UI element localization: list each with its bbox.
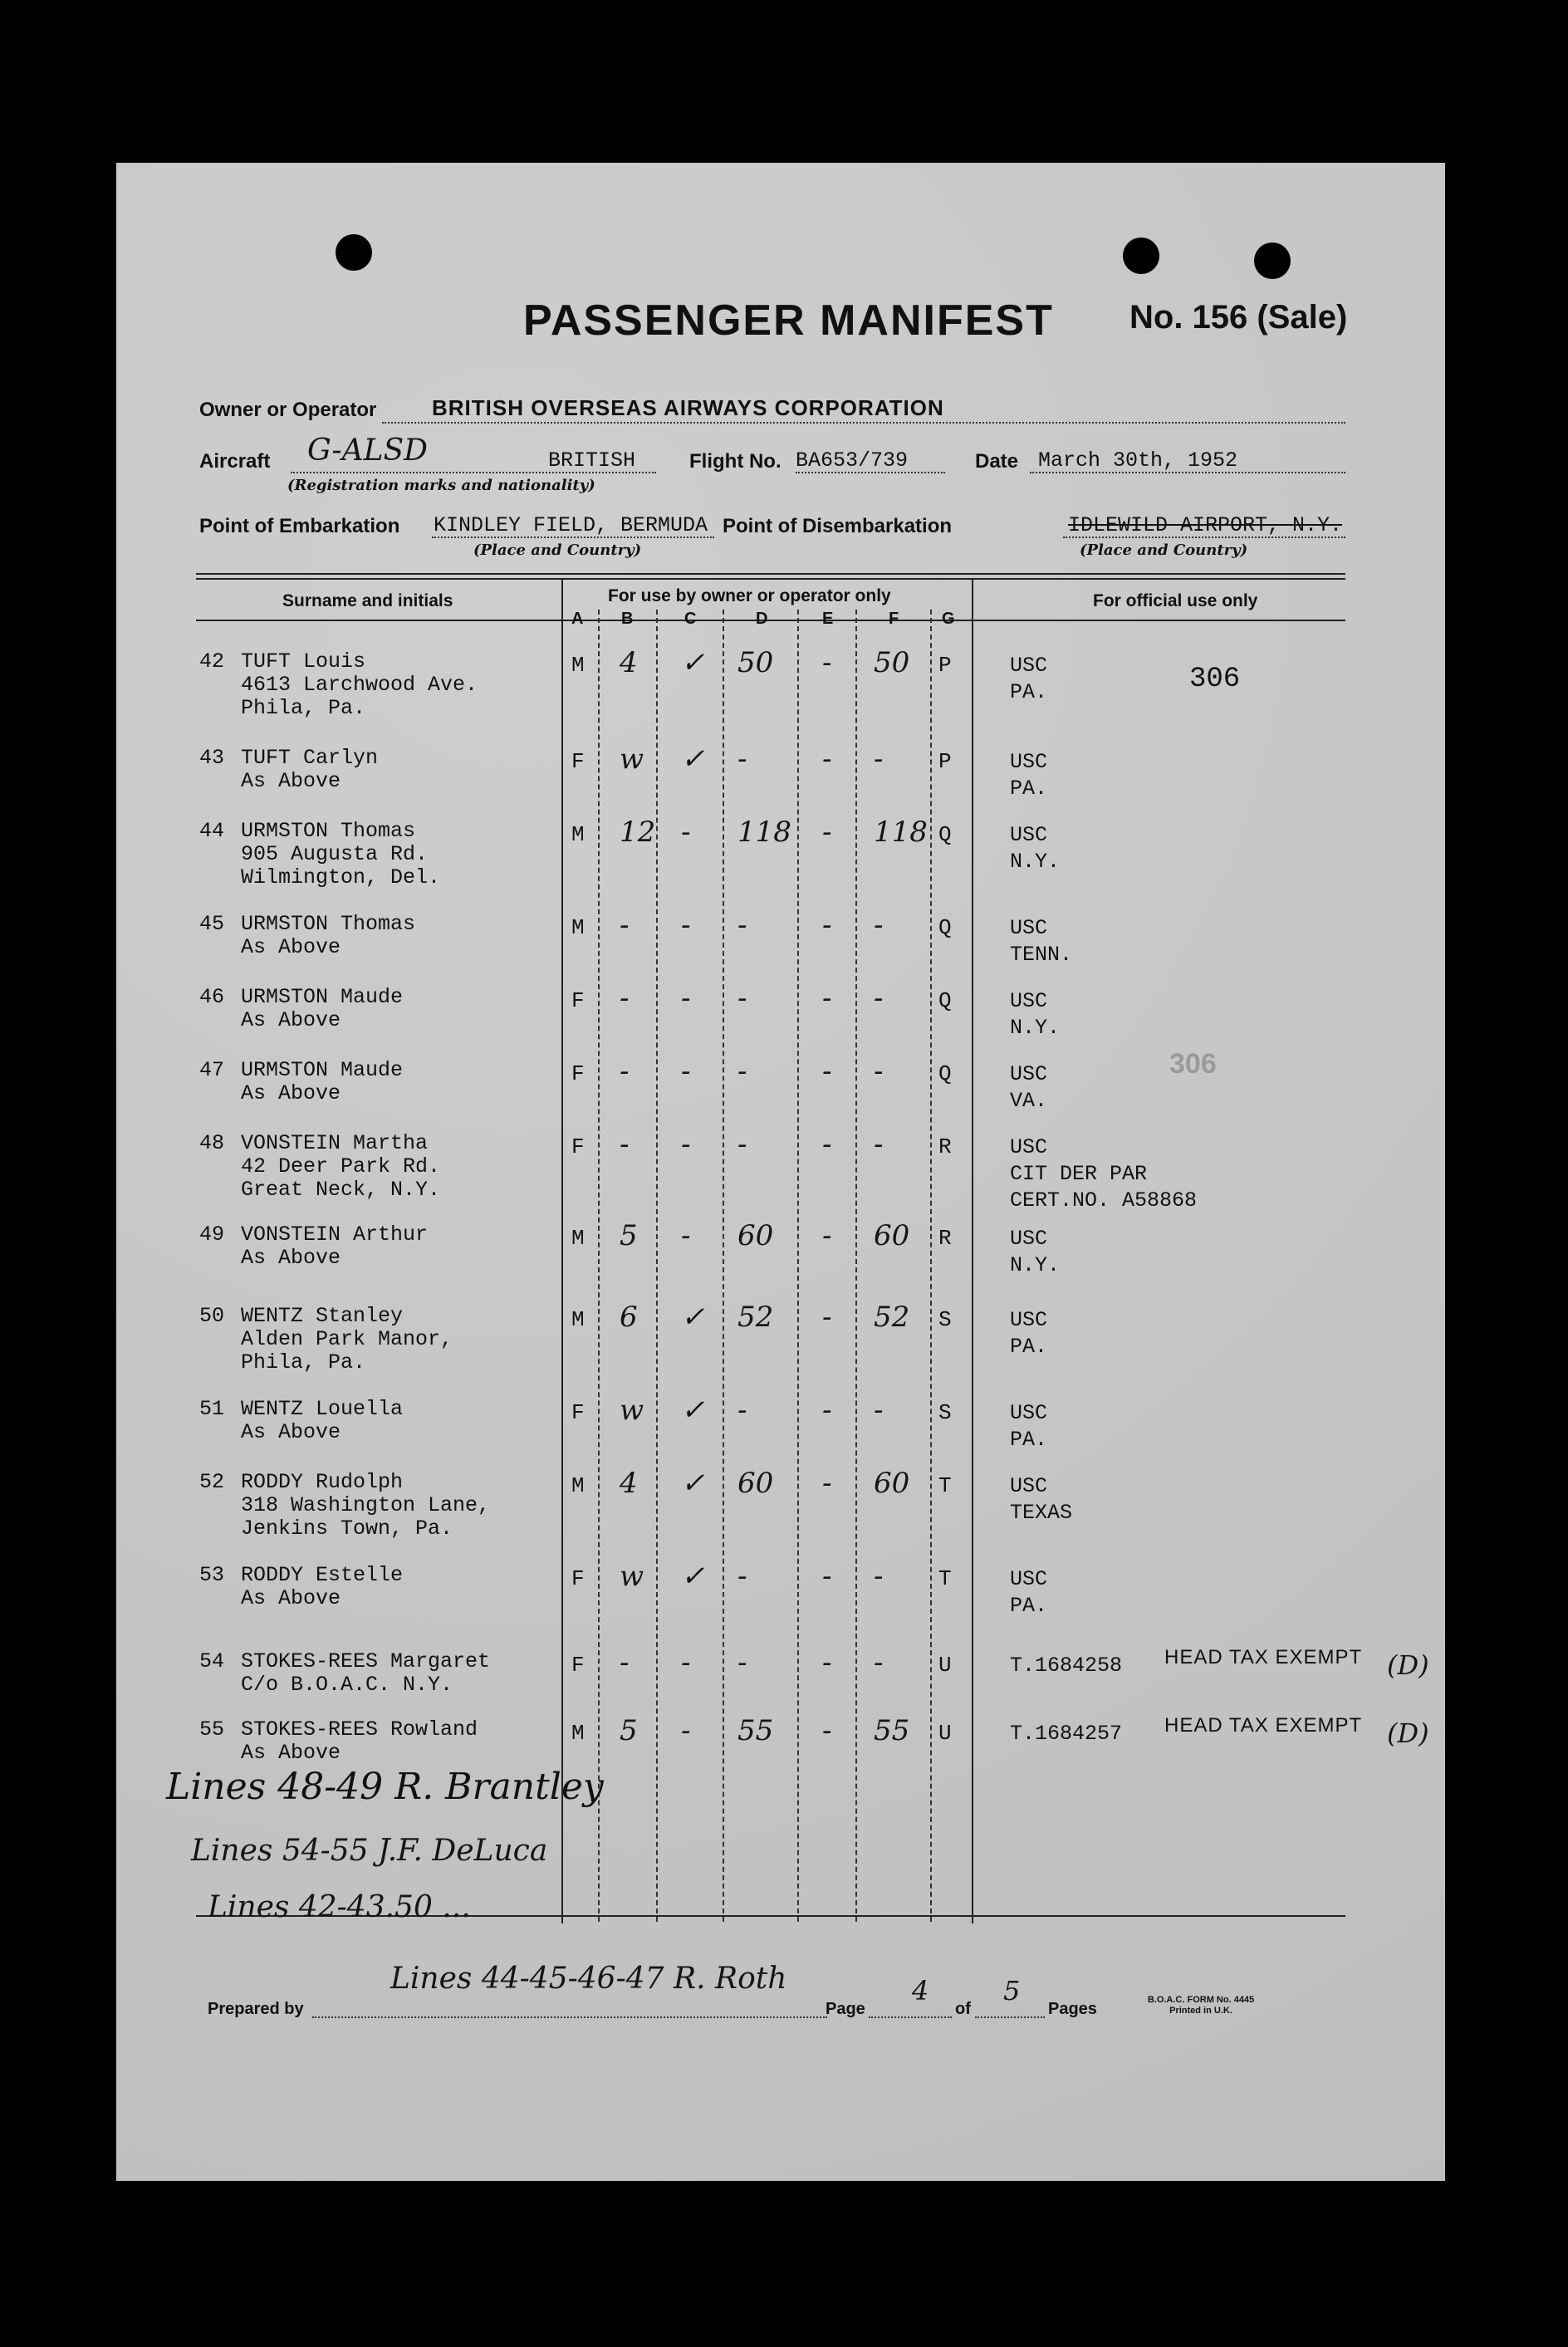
sex-cell: M [571, 1226, 585, 1251]
sex-cell: F [571, 749, 585, 774]
weight-cell: - [737, 1646, 747, 1679]
row-number: 46 [199, 985, 225, 1009]
weight-cell: 60 [737, 1467, 774, 1500]
passenger-address-line-2: Jenkins Town, Pa. [241, 1516, 453, 1541]
form-number: No. 156 (Sale) [1129, 299, 1348, 336]
dash-cell: - [822, 982, 832, 1015]
aircraft-registration: G-ALSD [307, 434, 429, 468]
table-top-rule-2 [196, 578, 1345, 580]
col-divider-e [855, 610, 857, 1922]
total-cell: 55 [874, 1714, 910, 1747]
group-letter: U [938, 1721, 952, 1746]
check-cell: ✓ [681, 1560, 705, 1593]
check-cell: ✓ [681, 646, 705, 679]
col-divider-surname [561, 578, 563, 1923]
total-cell: 50 [874, 646, 910, 679]
row-number: 52 [199, 1470, 225, 1494]
total-cell: 118 [874, 816, 928, 849]
row-number: 45 [199, 912, 225, 936]
official-status: USC [1010, 1227, 1048, 1251]
sex-cell: F [571, 1061, 585, 1086]
aircraft-nationality: BRITISH [548, 448, 636, 473]
passenger-name: URMSTON Thomas [241, 912, 416, 936]
handwritten-note-2: Lines 54-55 J.F. DeLuca [191, 1834, 548, 1868]
total-cell: 60 [874, 1467, 910, 1500]
col-letter-g: G [942, 610, 955, 628]
head-tax-exempt: HEAD TAX EXEMPT [1164, 1714, 1363, 1737]
check-cell: - [681, 816, 691, 849]
weight-cell: - [737, 742, 747, 776]
weight-cell: - [737, 909, 747, 942]
col-divider-official [972, 578, 973, 1923]
owner-label: Owner or Operator [199, 399, 377, 421]
col-header-surname: Surname and initials [282, 591, 453, 610]
col-divider-f [930, 610, 932, 1922]
handwritten-note-3: Lines 42-43.50 ... [208, 1890, 471, 1924]
dash-cell: - [822, 1394, 832, 1427]
age-cell: - [620, 1646, 630, 1679]
dash-cell: - [822, 646, 832, 679]
official-state: TEXAS [1010, 1501, 1073, 1525]
passenger-address-line-1: 42 Deer Park Rd. [241, 1154, 441, 1178]
passenger-address-line-1: As Above [241, 1586, 341, 1610]
col-divider-c [723, 610, 724, 1922]
age-cell: w [620, 1394, 644, 1427]
dash-cell: - [822, 1055, 832, 1088]
passenger-address-line-1: As Above [241, 1420, 341, 1444]
faded-stamp: 306 [1169, 1048, 1217, 1080]
group-letter: R [938, 1226, 952, 1251]
date-value: March 30th, 1952 [1038, 448, 1238, 473]
group-letter: U [938, 1653, 952, 1678]
age-cell: 4 [620, 646, 638, 679]
prepared-by-line [312, 2016, 827, 2018]
check-cell: ✓ [681, 1394, 705, 1427]
check-cell: - [681, 982, 691, 1015]
passenger-address-line-1: As Above [241, 1081, 341, 1105]
total-cell: - [874, 1128, 884, 1161]
disembark-label: Point of Disembarkation [723, 515, 953, 537]
group-letter: S [938, 1307, 952, 1332]
handwritten-note-4: Lines 44-45-46-47 R. Roth [390, 1962, 787, 1996]
date-label: Date [975, 450, 1019, 473]
total-cell: - [874, 1560, 884, 1593]
disembark-underline [1063, 537, 1345, 538]
embark-note: (Place and Country) [473, 541, 642, 559]
passenger-name: TUFT Carlyn [241, 746, 379, 770]
of-line [975, 2016, 1045, 2018]
page-title: PASSENGER MANIFEST [523, 296, 1054, 345]
official-number: 306 [1189, 664, 1241, 695]
age-cell: - [620, 982, 630, 1015]
dash-cell: - [822, 1219, 832, 1252]
weight-cell: 52 [737, 1301, 774, 1334]
passenger-name: VONSTEIN Arthur [241, 1222, 429, 1247]
official-status: USC [1010, 1308, 1048, 1332]
age-cell: - [620, 1128, 630, 1161]
check-cell: ✓ [681, 1467, 705, 1500]
page-line [869, 2016, 952, 2018]
sex-cell: M [571, 1473, 585, 1498]
row-number: 53 [199, 1563, 225, 1587]
row-number: 43 [199, 746, 225, 770]
passenger-name: URMSTON Thomas [241, 819, 416, 843]
passenger-address-line-2: Great Neck, N.Y. [241, 1178, 441, 1202]
punch-hole-left [336, 234, 372, 271]
check-cell: - [681, 1055, 691, 1088]
row-number: 48 [199, 1131, 225, 1155]
owner-underline [382, 422, 1345, 424]
page-label: Page [826, 2000, 865, 2018]
official-state: N.Y. [1010, 1253, 1061, 1277]
official-state: N.Y. [1010, 1016, 1061, 1040]
flight-underline [796, 472, 945, 473]
total-cell: - [874, 982, 884, 1015]
age-cell: 5 [620, 1714, 638, 1747]
embark-underline [432, 537, 714, 538]
official-status: T.1684258 [1010, 1654, 1123, 1678]
flight-label: Flight No. [689, 450, 782, 473]
embark-label: Point of Embarkation [199, 515, 400, 537]
passenger-address-line-2: Wilmington, Del. [241, 865, 441, 889]
form-code [1143, 1995, 1259, 2016]
passenger-address-line-1: As Above [241, 1246, 341, 1270]
official-state: VA. [1010, 1089, 1048, 1113]
total-cell: - [874, 909, 884, 942]
passenger-address-line-1: As Above [241, 769, 341, 793]
exempt-code: (D) [1387, 1649, 1429, 1681]
official-status: USC [1010, 1062, 1048, 1086]
row-number: 49 [199, 1222, 225, 1247]
weight-cell: 60 [737, 1219, 774, 1252]
sex-cell: F [571, 988, 585, 1013]
passenger-address-line-1: Alden Park Manor, [241, 1327, 453, 1351]
sex-cell: M [571, 653, 585, 678]
official-status: USC [1010, 1474, 1048, 1498]
head-tax-exempt: HEAD TAX EXEMPT [1164, 1646, 1363, 1668]
dash-cell: - [822, 1128, 832, 1161]
dash-cell: - [822, 1467, 832, 1500]
row-number: 54 [199, 1649, 225, 1673]
official-status: USC [1010, 989, 1048, 1013]
row-number: 55 [199, 1717, 225, 1742]
row-number: 51 [199, 1397, 225, 1421]
total-cell: 60 [874, 1219, 910, 1252]
official-state: PA. [1010, 1335, 1048, 1359]
col-header-official: For official use only [1093, 591, 1258, 610]
disembark-note: (Place and Country) [1080, 541, 1248, 559]
aircraft-underline [291, 472, 656, 473]
total-cell: 52 [874, 1301, 910, 1334]
age-cell: 12 [620, 816, 656, 849]
embark-value: KINDLEY FIELD, BERMUDA [434, 513, 708, 537]
official-status: T.1684257 [1010, 1722, 1123, 1746]
check-cell: ✓ [681, 1301, 705, 1334]
official-state: N.Y. [1010, 850, 1061, 874]
sex-cell: F [571, 1566, 585, 1591]
official-state: PA. [1010, 1428, 1048, 1452]
weight-cell: 118 [737, 816, 791, 849]
passenger-address-line-1: As Above [241, 935, 341, 959]
official-state: PA. [1010, 680, 1048, 704]
official-status: USC [1010, 750, 1048, 774]
row-number: 47 [199, 1058, 225, 1082]
dash-cell: - [822, 1646, 832, 1679]
weight-cell: - [737, 1055, 747, 1088]
row-number: 50 [199, 1304, 225, 1328]
official-status: USC [1010, 1401, 1048, 1425]
passenger-name: WENTZ Stanley [241, 1304, 404, 1328]
prepared-by-label: Prepared by [208, 2000, 304, 2018]
page-value: 4 [912, 1975, 929, 2006]
printed-text: Printed in U.K. [1169, 2006, 1232, 2016]
col-header-owner-use: For use by owner or operator only [608, 586, 891, 605]
sex-cell: M [571, 822, 585, 847]
weight-cell: 55 [737, 1714, 774, 1747]
row-number: 44 [199, 819, 225, 843]
table-top-rule [196, 573, 1345, 575]
flight-value: BA653/739 [796, 448, 909, 473]
age-cell: 6 [620, 1301, 638, 1334]
col-divider-a [598, 610, 600, 1922]
sex-cell: M [571, 915, 585, 940]
passenger-address-line-1: As Above [241, 1741, 341, 1765]
passenger-name: STOKES-REES Margaret [241, 1649, 491, 1673]
sex-cell: M [571, 1307, 585, 1332]
age-cell: - [620, 1055, 630, 1088]
total-cell: - [874, 1055, 884, 1088]
weight-cell: - [737, 1394, 747, 1427]
age-cell: 4 [620, 1467, 638, 1500]
official-state: CIT DER PAR [1010, 1162, 1148, 1186]
exempt-code: (D) [1387, 1717, 1429, 1749]
passenger-address-line-2: Phila, Pa. [241, 1350, 366, 1374]
total-cell: - [874, 742, 884, 776]
group-letter: P [938, 749, 952, 774]
manifest-sheet [116, 163, 1445, 2181]
check-cell: - [681, 909, 691, 942]
dash-cell: - [822, 816, 832, 849]
age-cell: 5 [620, 1219, 638, 1252]
official-state: TENN. [1010, 943, 1073, 967]
official-status: USC [1010, 823, 1048, 847]
passenger-name: RODDY Estelle [241, 1563, 404, 1587]
weight-cell: - [737, 1128, 747, 1161]
owner-value: BRITISH OVERSEAS AIRWAYS CORPORATION [432, 395, 944, 420]
group-letter: Q [938, 915, 952, 940]
check-cell: - [681, 1714, 691, 1747]
official-state: PA. [1010, 777, 1048, 801]
group-letter: T [938, 1566, 952, 1591]
passenger-address-line-1: 318 Washington Lane, [241, 1493, 491, 1517]
group-letter: Q [938, 988, 952, 1013]
group-letter: S [938, 1400, 952, 1425]
punch-hole-right [1254, 243, 1291, 279]
passenger-name: VONSTEIN Martha [241, 1131, 429, 1155]
sex-cell: F [571, 1653, 585, 1678]
col-letter-e: E [822, 610, 834, 628]
group-letter: T [938, 1473, 952, 1498]
sex-cell: F [571, 1134, 585, 1159]
passenger-name: TUFT Louis [241, 649, 366, 674]
dash-cell: - [822, 1301, 832, 1334]
table-header-rule [196, 620, 1345, 621]
col-letter-a: A [571, 610, 584, 628]
passenger-address-line-1: C/o B.O.A.C. N.Y. [241, 1673, 453, 1697]
aircraft-label: Aircraft [199, 450, 271, 473]
group-letter: Q [938, 1061, 952, 1086]
official-certificate: CERT.NO. A58868 [1010, 1188, 1198, 1213]
official-status: USC [1010, 654, 1048, 678]
weight-cell: - [737, 1560, 747, 1593]
of-value: 5 [1003, 1975, 1021, 2006]
dash-cell: - [822, 909, 832, 942]
age-cell: w [620, 1560, 644, 1593]
of-label: of [955, 2000, 971, 2018]
disembark-value: IDLEWILD AIRPORT, N.Y. [1068, 513, 1343, 537]
col-letter-d: D [756, 610, 768, 628]
total-cell: - [874, 1646, 884, 1679]
check-cell: - [681, 1646, 691, 1679]
passenger-name: RODDY Rudolph [241, 1470, 404, 1494]
weight-cell: - [737, 982, 747, 1015]
group-letter: R [938, 1134, 952, 1159]
dash-cell: - [822, 1714, 832, 1747]
form-code-text: B.O.A.C. FORM No. 4445 [1147, 1995, 1255, 2005]
passenger-address-line-1: 4613 Larchwood Ave. [241, 673, 478, 697]
official-status: USC [1010, 916, 1048, 940]
date-underline [1030, 472, 1345, 473]
check-cell: ✓ [681, 742, 705, 776]
weight-cell: 50 [737, 646, 774, 679]
col-letter-b: B [621, 610, 634, 628]
passenger-address-line-1: As Above [241, 1008, 341, 1032]
col-divider-d [797, 610, 799, 1922]
passenger-name: STOKES-REES Rowland [241, 1717, 478, 1742]
passenger-name: URMSTON Maude [241, 985, 404, 1009]
passenger-name: WENTZ Louella [241, 1397, 404, 1421]
handwritten-note-1: Lines 48-49 R. Brantley [166, 1766, 604, 1808]
official-state: PA. [1010, 1594, 1048, 1618]
col-letter-f: F [889, 610, 899, 628]
dash-cell: - [822, 742, 832, 776]
punch-hole-middle [1123, 238, 1159, 274]
group-letter: Q [938, 822, 952, 847]
sex-cell: M [571, 1721, 585, 1746]
group-letter: P [938, 653, 952, 678]
col-divider-b [656, 610, 658, 1922]
official-status: USC [1010, 1567, 1048, 1591]
passenger-name: URMSTON Maude [241, 1058, 404, 1082]
dash-cell: - [822, 1560, 832, 1593]
age-cell: - [620, 909, 630, 942]
sex-cell: F [571, 1400, 585, 1425]
check-cell: - [681, 1128, 691, 1161]
passenger-address-line-2: Phila, Pa. [241, 696, 366, 720]
official-status: USC [1010, 1135, 1048, 1159]
total-cell: - [874, 1394, 884, 1427]
col-letter-c: C [684, 610, 697, 628]
passenger-address-line-1: 905 Augusta Rd. [241, 842, 429, 866]
age-cell: w [620, 742, 644, 776]
check-cell: - [681, 1219, 691, 1252]
aircraft-note: (Registration marks and nationality) [287, 477, 595, 494]
row-number: 42 [199, 649, 225, 674]
pages-label: Pages [1048, 2000, 1097, 2018]
